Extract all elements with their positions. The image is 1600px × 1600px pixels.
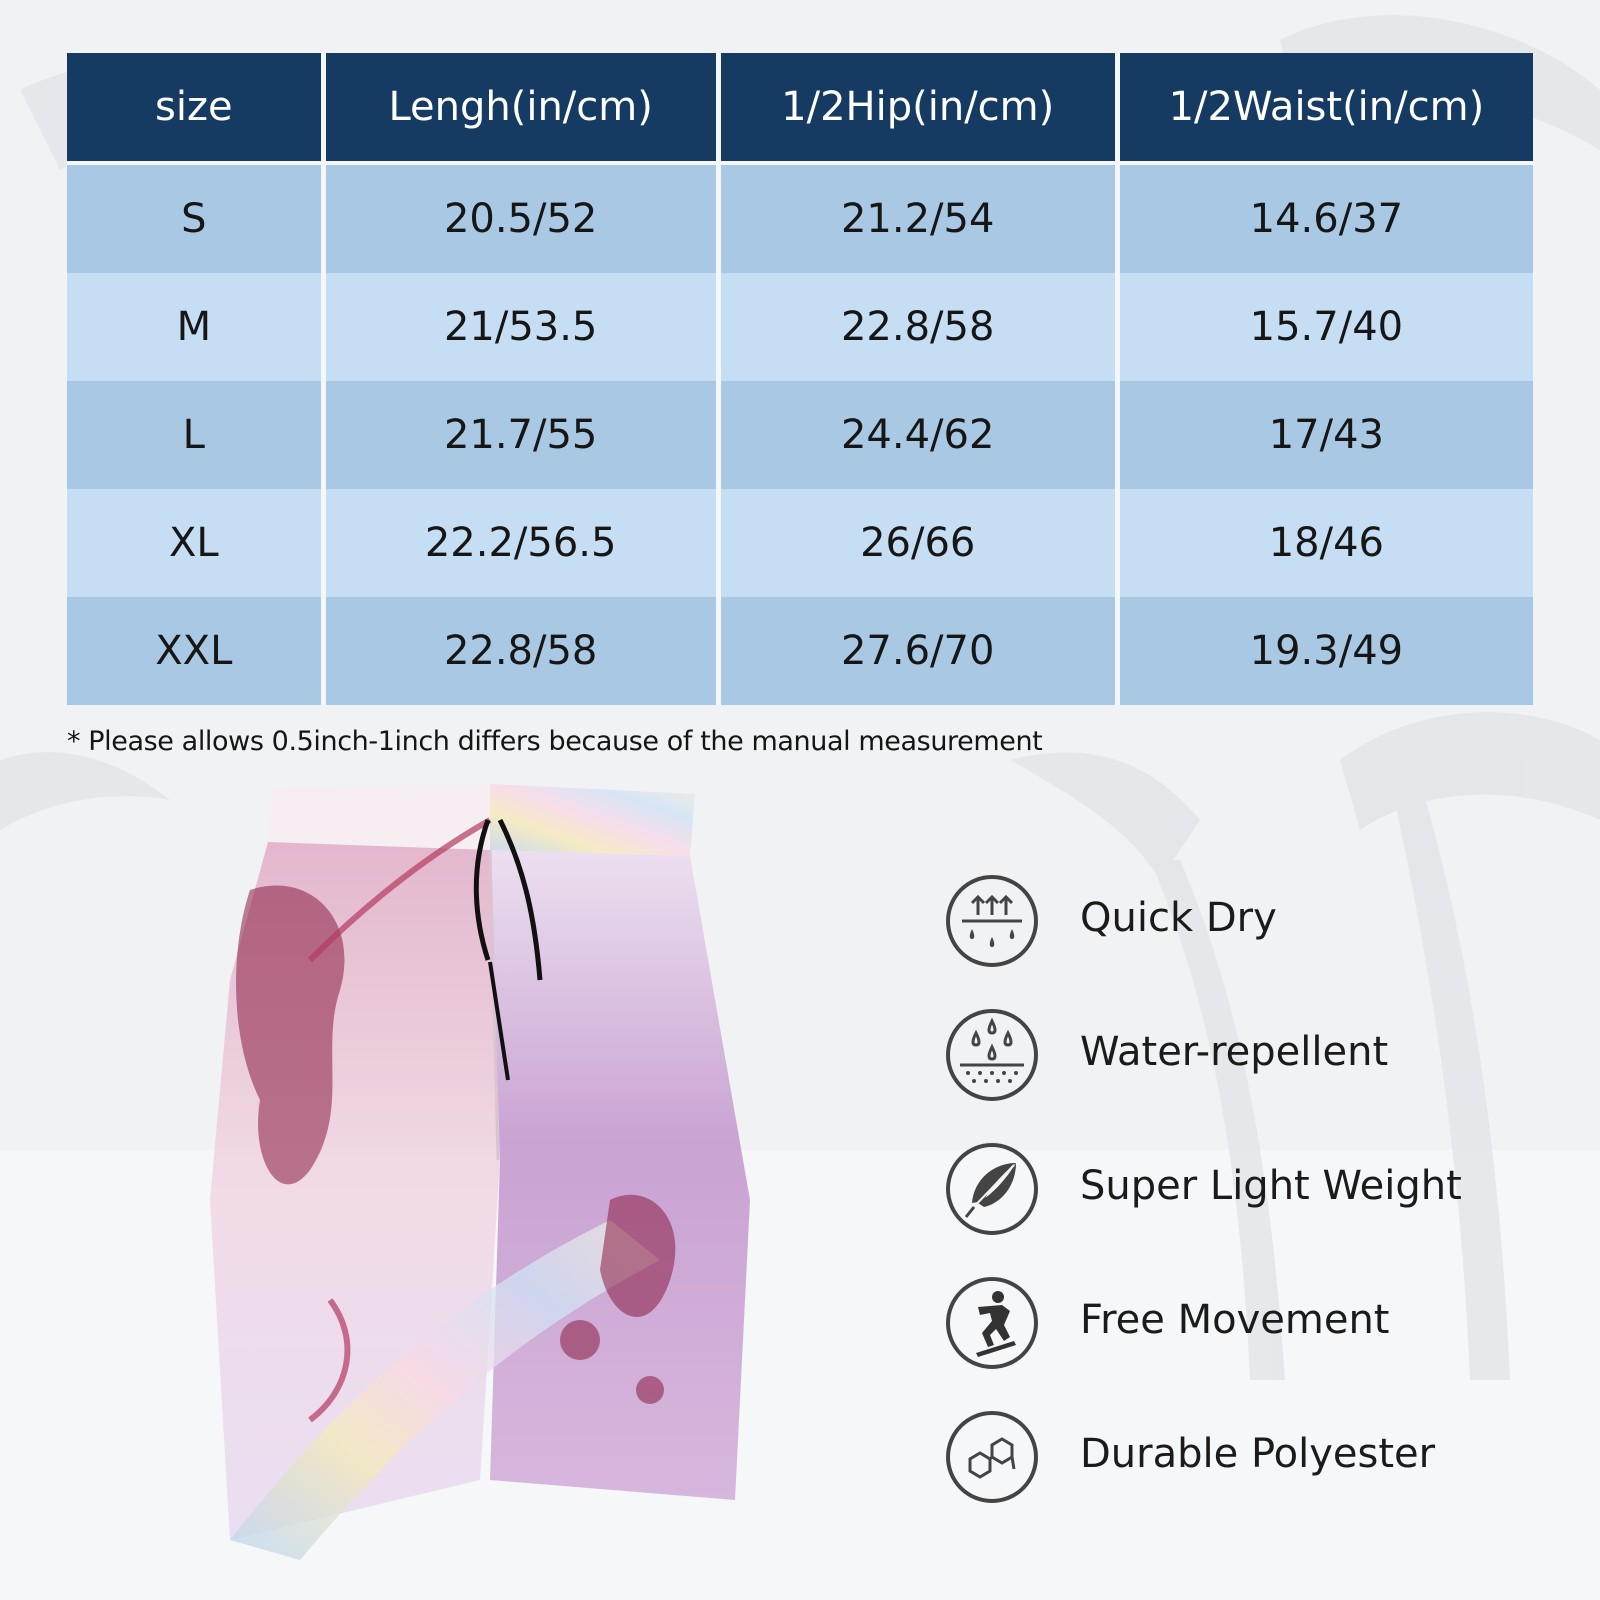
feature-label: Quick Dry: [1080, 895, 1277, 941]
cell-waist: 15.7/40: [1120, 273, 1533, 381]
measurement-note: * Please allows 0.5inch-1inch differs because of the manual measurement: [67, 726, 1043, 757]
feature-free-movement: [944, 1275, 1584, 1409]
cell-waist: 17/43: [1120, 381, 1533, 489]
table-header-row: [67, 53, 1533, 165]
table-row: [67, 165, 1533, 273]
cell-length: 21/53.5: [326, 273, 721, 381]
cell-size: M: [67, 273, 326, 381]
table-row: [67, 273, 1533, 381]
header-length: Lengh(in/cm): [326, 53, 721, 165]
header-hip: 1/2Hip(in/cm): [721, 53, 1120, 165]
cell-hip: 26/66: [721, 489, 1120, 597]
table-row: [67, 489, 1533, 597]
feature-water-repellent: [944, 1007, 1584, 1141]
quick-dry-icon: [944, 873, 1040, 969]
feature-quick-dry: [944, 873, 1584, 1007]
cell-hip: 21.2/54: [721, 165, 1120, 273]
cell-waist: 19.3/49: [1120, 597, 1533, 705]
cell-length: 21.7/55: [326, 381, 721, 489]
skateboarder-icon: [944, 1275, 1040, 1371]
cell-hip: 22.8/58: [721, 273, 1120, 381]
feature-label: Water-repellent: [1080, 1029, 1389, 1075]
cell-waist: 14.6/37: [1120, 165, 1533, 273]
cell-waist: 18/46: [1120, 489, 1533, 597]
feather-icon: [944, 1141, 1040, 1237]
table-row: [67, 381, 1533, 489]
feature-label: Durable Polyester: [1080, 1431, 1436, 1477]
molecule-icon: [944, 1409, 1040, 1505]
cell-size: L: [67, 381, 326, 489]
cell-size: XXL: [67, 597, 326, 705]
feature-list: [944, 873, 1584, 1543]
water-repellent-icon: [944, 1007, 1040, 1103]
cell-length: 20.5/52: [326, 165, 721, 273]
swim-shorts-image: [190, 780, 770, 1580]
size-chart-table: [67, 53, 1533, 705]
cell-size: XL: [67, 489, 326, 597]
cell-size: S: [67, 165, 326, 273]
cell-length: 22.8/58: [326, 597, 721, 705]
feature-super-light-weight: [944, 1141, 1584, 1275]
header-waist: 1/2Waist(in/cm): [1120, 53, 1533, 165]
cell-length: 22.2/56.5: [326, 489, 721, 597]
table-row: [67, 597, 1533, 705]
cell-hip: 27.6/70: [721, 597, 1120, 705]
feature-durable-polyester: [944, 1409, 1584, 1543]
feature-label: Super Light Weight: [1080, 1163, 1462, 1209]
feature-label: Free Movement: [1080, 1297, 1390, 1343]
cell-hip: 24.4/62: [721, 381, 1120, 489]
header-size: size: [67, 53, 326, 165]
